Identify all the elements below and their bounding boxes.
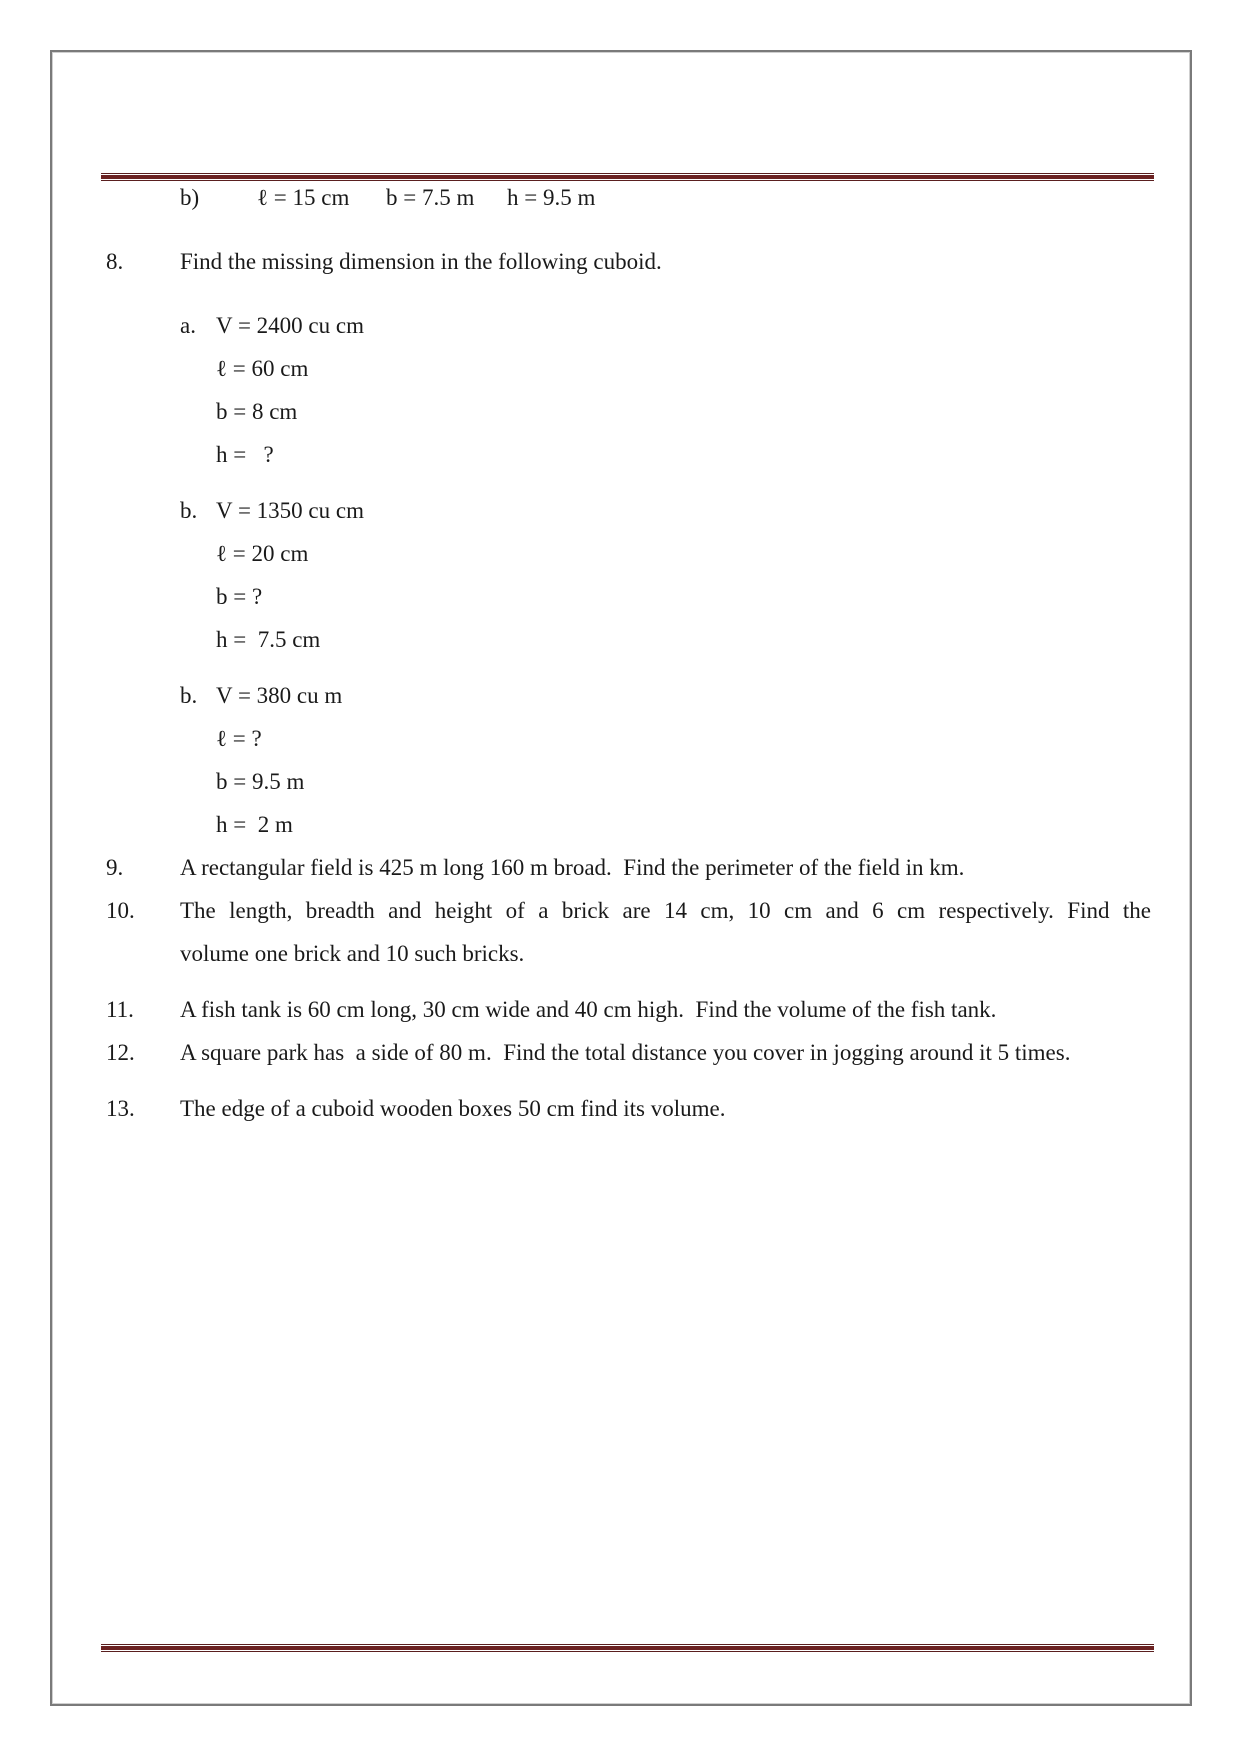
question-number: 12. [106, 1040, 135, 1065]
question-text: A square park has a side of 80 m. Find the total distance you cover in jogging around it 5 times. [180, 1040, 1071, 1065]
question-text-line1: The length, breadth and height of a brick are 14 cm, 10 cm and 6 cm respectively. Find the [180, 898, 1151, 923]
question-text-line2: volume one brick and 10 such bricks. [180, 941, 525, 966]
prev-item-label: b) [180, 185, 200, 210]
footer-rule [101, 1644, 1154, 1653]
question-text: Find the missing dimension in the following cuboid. [180, 249, 662, 274]
part-height: h = 2 m [216, 812, 293, 837]
prev-item-breadth: b = 7.5 m [386, 185, 475, 210]
part-length: ℓ = 60 cm [216, 356, 309, 381]
question-text: A fish tank is 60 cm long, 30 cm wide and 40 cm high. Find the volume of the fish tank. [180, 997, 997, 1022]
part-height: h = ? [216, 442, 274, 467]
prev-item-length: ℓ = 15 cm [257, 185, 350, 210]
part-length: ℓ = ? [216, 726, 262, 751]
part-volume: V = 2400 cu cm [216, 313, 364, 338]
prev-item-height: h = 9.5 m [507, 185, 596, 210]
question-number: 10. [106, 898, 135, 923]
question-number: 11. [106, 997, 134, 1022]
part-breadth: b = 8 cm [216, 399, 298, 424]
question-number: 8. [106, 249, 124, 274]
part-height: h = 7.5 cm [216, 627, 321, 652]
question-text: The edge of a cuboid wooden boxes 50 cm find its volume. [180, 1096, 726, 1121]
part-label: b. [180, 498, 198, 523]
part-label: a. [180, 313, 196, 338]
part-volume: V = 380 cu m [216, 683, 343, 708]
header-rule [101, 173, 1154, 182]
part-length: ℓ = 20 cm [216, 541, 309, 566]
part-breadth: b = 9.5 m [216, 769, 305, 794]
question-number: 13. [106, 1096, 135, 1121]
part-breadth: b = ? [216, 584, 263, 609]
question-text: A rectangular field is 425 m long 160 m broad. Find the perimeter of the field in km. [180, 855, 965, 880]
part-label: b. [180, 683, 198, 708]
part-volume: V = 1350 cu cm [216, 498, 364, 523]
question-number: 9. [106, 855, 124, 880]
